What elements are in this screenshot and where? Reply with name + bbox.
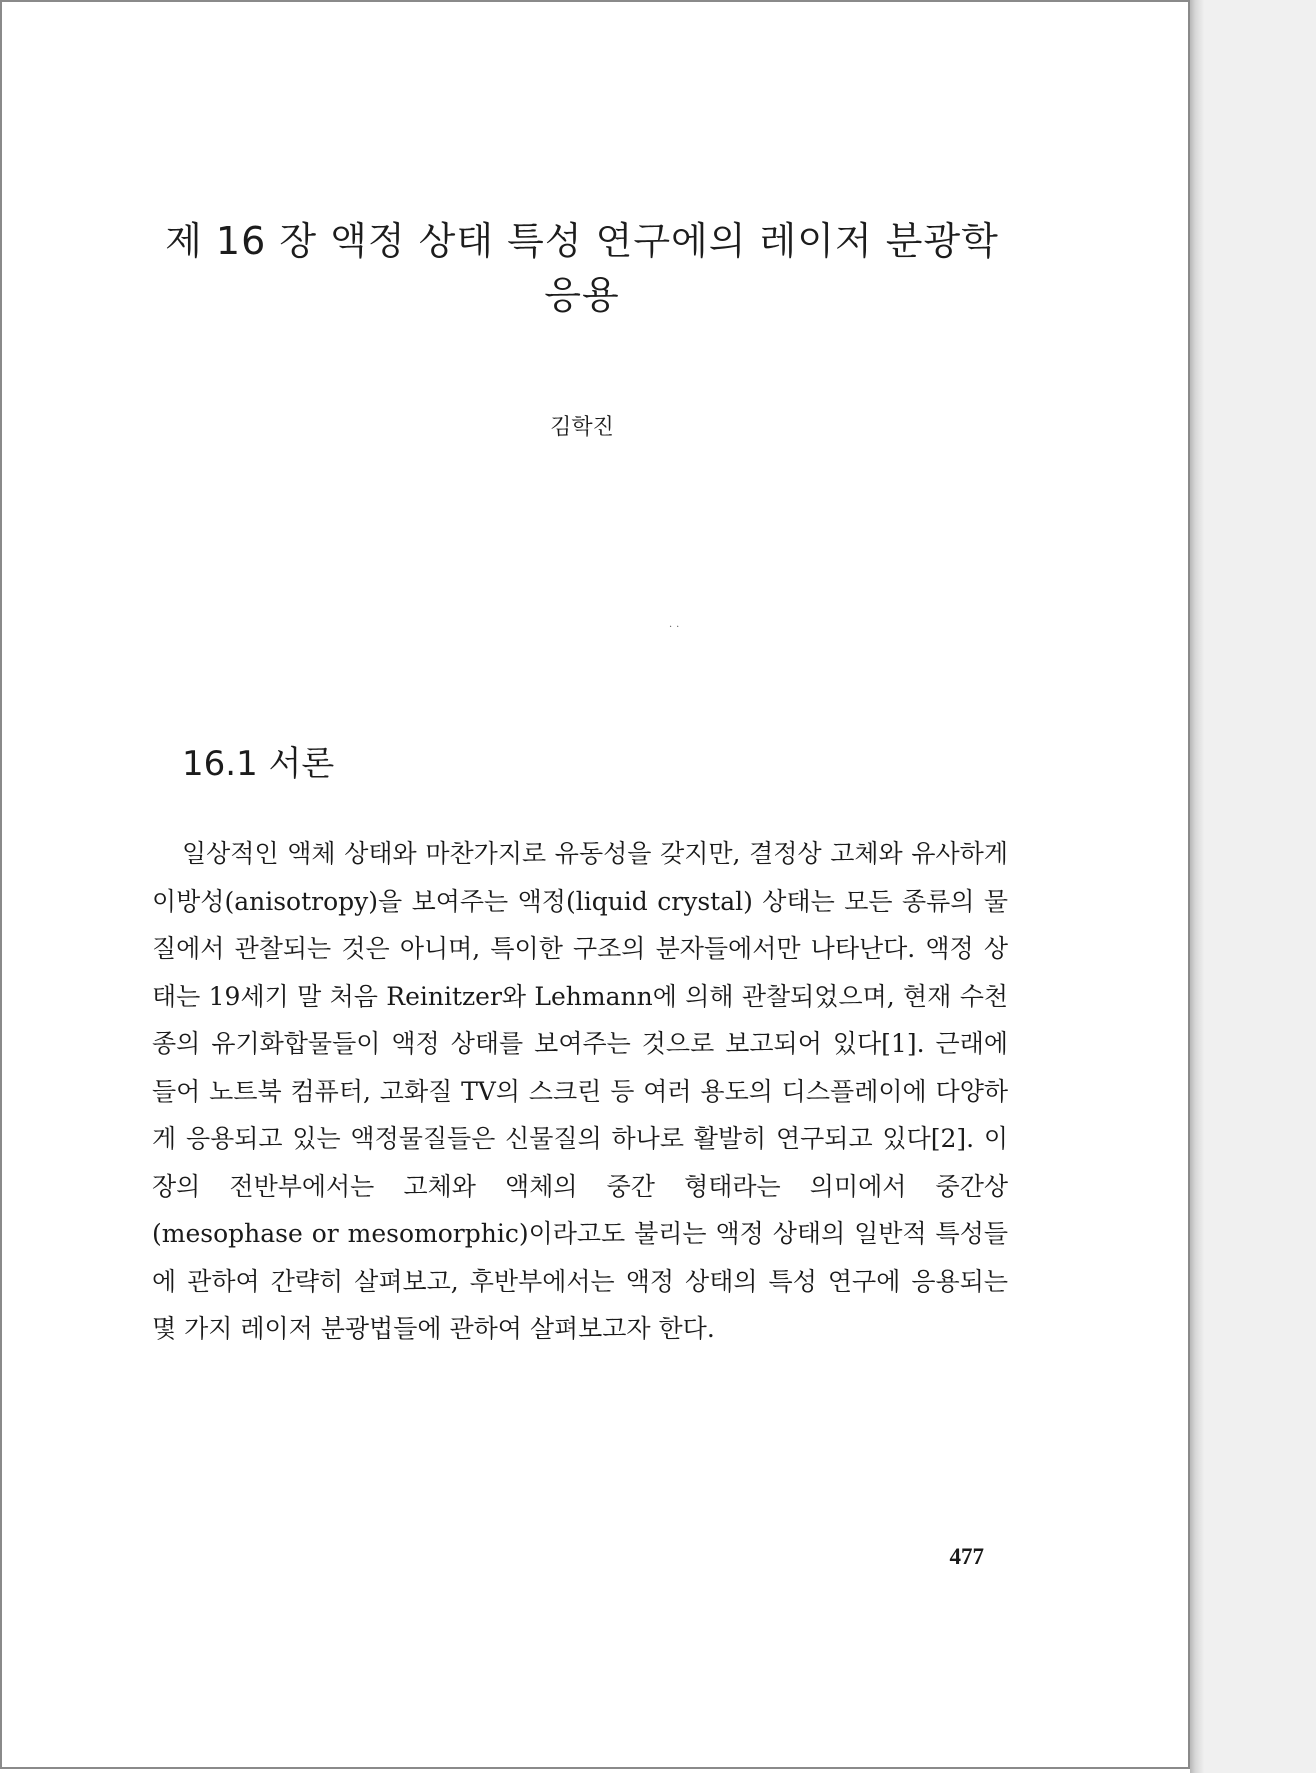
body-paragraph: 일상적인 액체 상태와 마찬가지로 유동성을 갖지만, 결정상 고체와 유사하게 이방성(anisotropy)을 보여주는 액정(liquid crystal) 상태는 모든 종류의 물질에서 관찰되는 것은 아니며, 특이한 구조의 분자들에서만 나타난다. 액정 상태는 19세기 말 처음 Reinitzer와 Lehmann에 의해 관찰되었으며, 현재 수천 종의 유기화합물들이 액정 상태를 보여주는 것으로 보고되어 있다[1]. 근래에 들어 노트북 컴퓨터, 고화질 TV의 스크린 등 여러 용도의 디스플레이에 다양하게 응용되고 있는 액정물질들은 신물질의 하나로 활발히 연구되고 있다[2]. 이 장의 전반부에서는 고체와 액체의 중간 형태라는 의미에서 중간상(mesophase or mesomorphic)이라고도 불리는 액정 상태의 일반적 특성들에 관하여 간략히 살펴보고, 후반부에서는 액정 상태의 특성 연구에 응용되는 몇 가지 레이저 분광법들에 관하여 살펴보고자 한다.	[152, 839, 1008, 1343]
scan-speck: ··	[669, 622, 684, 633]
viewer-backdrop	[1204, 0, 1316, 1773]
section-heading: 16.1 서론	[182, 744, 335, 784]
page-number: 477	[949, 1544, 984, 1569]
author-name: 김학진	[550, 415, 614, 440]
chapter-title: 제 16 장 액정 상태 특성 연구에의 레이저 분광학 응용	[165, 219, 999, 317]
page-edge-shadow	[1190, 0, 1204, 1773]
